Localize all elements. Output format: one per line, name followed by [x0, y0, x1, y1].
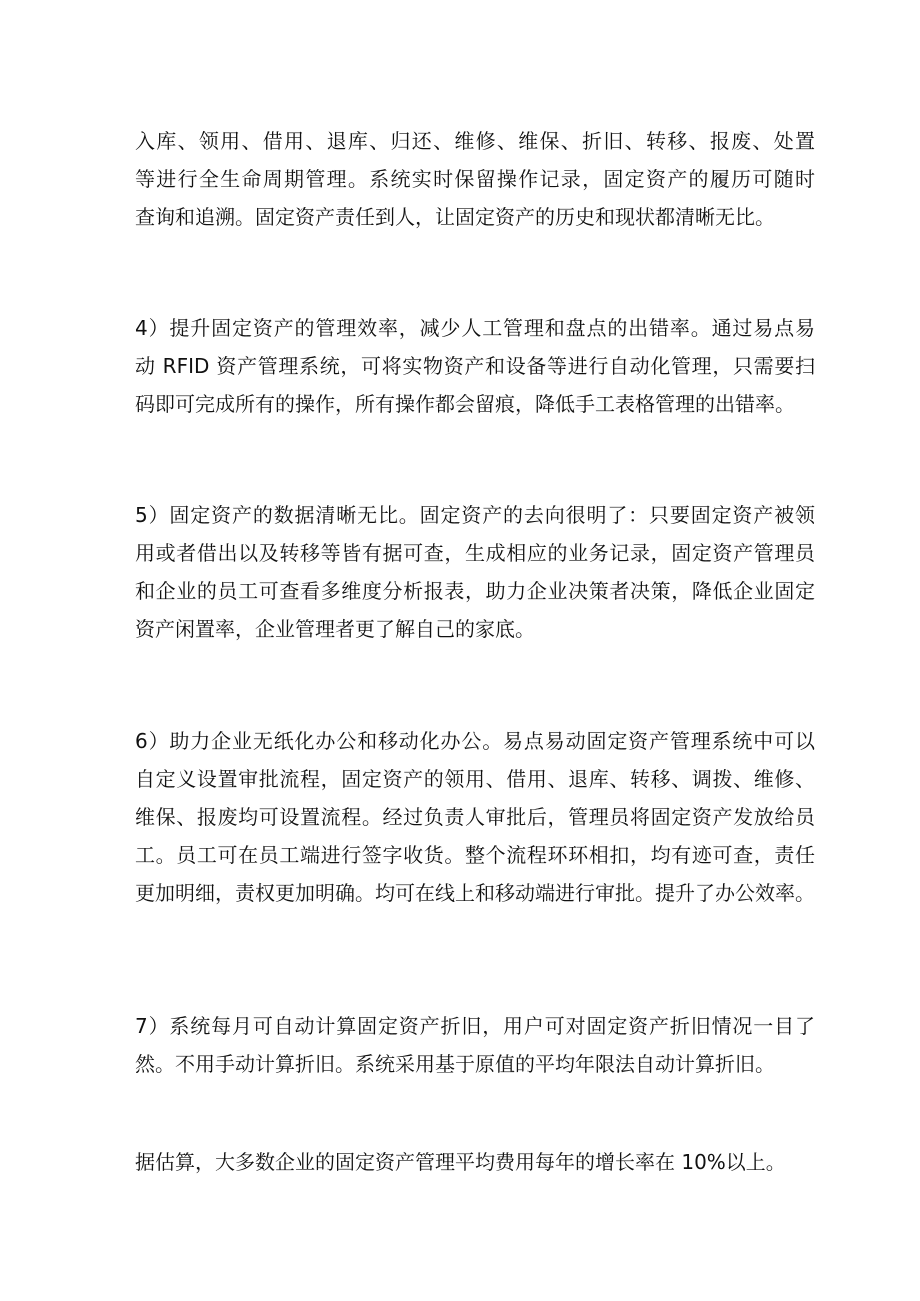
text-line: 动 RFID 资产管理系统，可将实物资产和设备等进行自动化管理，只需要扫: [135, 354, 815, 378]
text-line: 4）提升固定资产的管理效率，减少人工管理和盘点的出错率。通过易点易: [135, 316, 815, 340]
paragraph-item-4: [135, 309, 815, 423]
text-line: 然。不用手动计算折旧。系统采用基于原值的平均年限法自动计算折旧。: [135, 1052, 775, 1076]
text-line: 用或者借出以及转移等皆有据可查，生成相应的业务记录，固定资产管理员: [135, 541, 815, 565]
text-line: 7）系统每月可自动计算固定资产折旧，用户可对固定资产折旧情况一目了: [135, 1014, 815, 1038]
text-line: 维保、报废均可设置流程。经过负责人审批后，管理员将固定资产发放给员: [135, 805, 815, 829]
paragraph-item-5: [135, 496, 815, 648]
paragraph-estimate: [135, 1143, 815, 1181]
text-line: 自定义设置审批流程，固定资产的领用、借用、退库、转移、调拨、维修、: [135, 767, 815, 791]
text-line: 码即可完成所有的操作，所有操作都会留痕，降低手工表格管理的出错率。: [135, 392, 795, 416]
text-line: 据估算，大多数企业的固定资产管理平均费用每年的增长率在 10%以上。: [135, 1150, 786, 1174]
text-line: 入库、领用、借用、退库、归还、维修、维保、折旧、转移、报废、处置: [135, 129, 815, 153]
text-line: 和企业的员工可查看多维度分析报表，助力企业决策者决策，降低企业固定: [135, 579, 815, 603]
paragraph-lifecycle: [135, 122, 815, 236]
text-line: 工。员工可在员工端进行签字收货。整个流程环环相扣，均有迹可查，责任: [135, 843, 815, 867]
text-line: 资产闲置率，企业管理者更了解自己的家底。: [135, 617, 535, 641]
text-line: 更加明细，责权更加明确。均可在线上和移动端进行审批。提升了办公效率。: [135, 881, 815, 905]
paragraph-item-7: [135, 1007, 815, 1083]
text-line: 6）助力企业无纸化办公和移动化办公。易点易动固定资产管理系统中可以: [135, 729, 815, 753]
text-line: 等进行全生命周期管理。系统实时保留操作记录，固定资产的履历可随时: [135, 167, 815, 191]
text-line: 5）固定资产的数据清晰无比。固定资产的去向很明了：只要固定资产被领: [135, 503, 815, 527]
paragraph-item-6: [135, 722, 815, 912]
text-line: 查询和追溯。固定资产责任到人，让固定资产的历史和现状都清晰无比。: [135, 205, 775, 229]
